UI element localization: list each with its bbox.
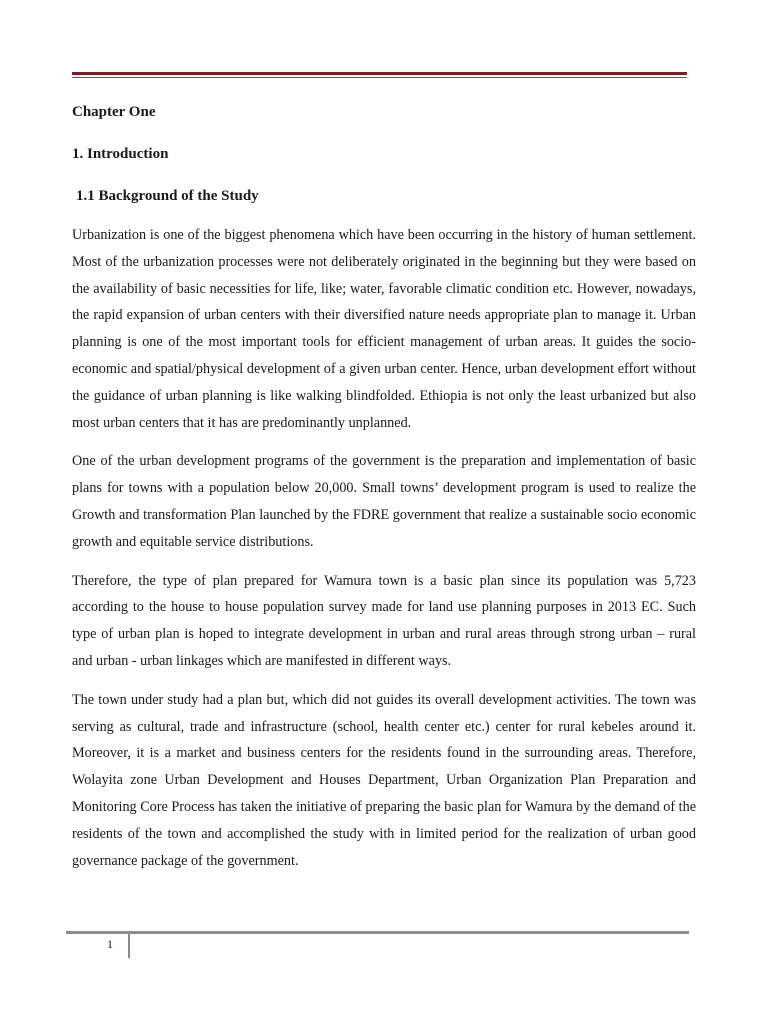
section-heading: 1. Introduction (72, 146, 169, 162)
paragraph: Therefore, the type of plan prepared for Wamura town is a basic plan since its population was 5,723 according to the house to house population survey made for land use planning purposes in 2013 EC. Such type of urban plan is hoped to integrate development in urban and rural areas through strong urban – rural and urban - urban linkages which are manifested in different ways. (72, 572, 696, 669)
chapter-heading: Chapter One (72, 104, 156, 120)
header-rule-thin (72, 77, 687, 78)
footer-divider (128, 934, 130, 958)
header-rule (72, 72, 687, 75)
paragraph: One of the urban development programs of the government is the preparation and implementation of basic plans for towns with a population below 20,000. Small towns’ development program is used to realize the Growth and transformation Plan launched by the FDRE government that realize a sustainable socio economic growth and equitable service distributions. (72, 453, 696, 550)
footer-rule (66, 931, 689, 934)
subsection-heading: 1.1 Background of the Study (76, 188, 259, 204)
page-number: 1 (107, 937, 113, 951)
page-content (72, 100, 696, 874)
paragraph: Urbanization is one of the biggest phenomena which have been occurring in the history of human settlement. Most of the urbanization processes were not deliberately originated in the beginning but they were based on the availability of basic necessities for life, like; water, favorable climatic condition etc. However, nowadays, the rapid expansion of urban centers with their diversified nature needs appropriate plan to manage it. Urban planning is one of the most important tools for efficient management of urban areas. It guides the socio- economic and spatial/physical development of a given urban center. Hence, urban development effort without the guidance of urban planning is like walking blindfolded. Ethiopia is not only the least urbanized but also most urban centers that it has are predominantly unplanned. (72, 227, 696, 431)
paragraph: The town under study had a plan but, which did not guides its overall development activities. The town was serving as cultural, trade and infrastructure (school, health center etc.) center for rural kebeles around it. Moreover, it is a market and business centers for the residents found in the surrounding areas. Therefore, Wolayita zone Urban Development and Houses Department, Urban Organization Plan Preparation and Monitoring Core Process has taken the initiative of preparing the basic plan for Wamura by the demand of the residents of the town and accomplished the study with in limited period for the realization of urban good governance package of the government. (72, 691, 696, 869)
